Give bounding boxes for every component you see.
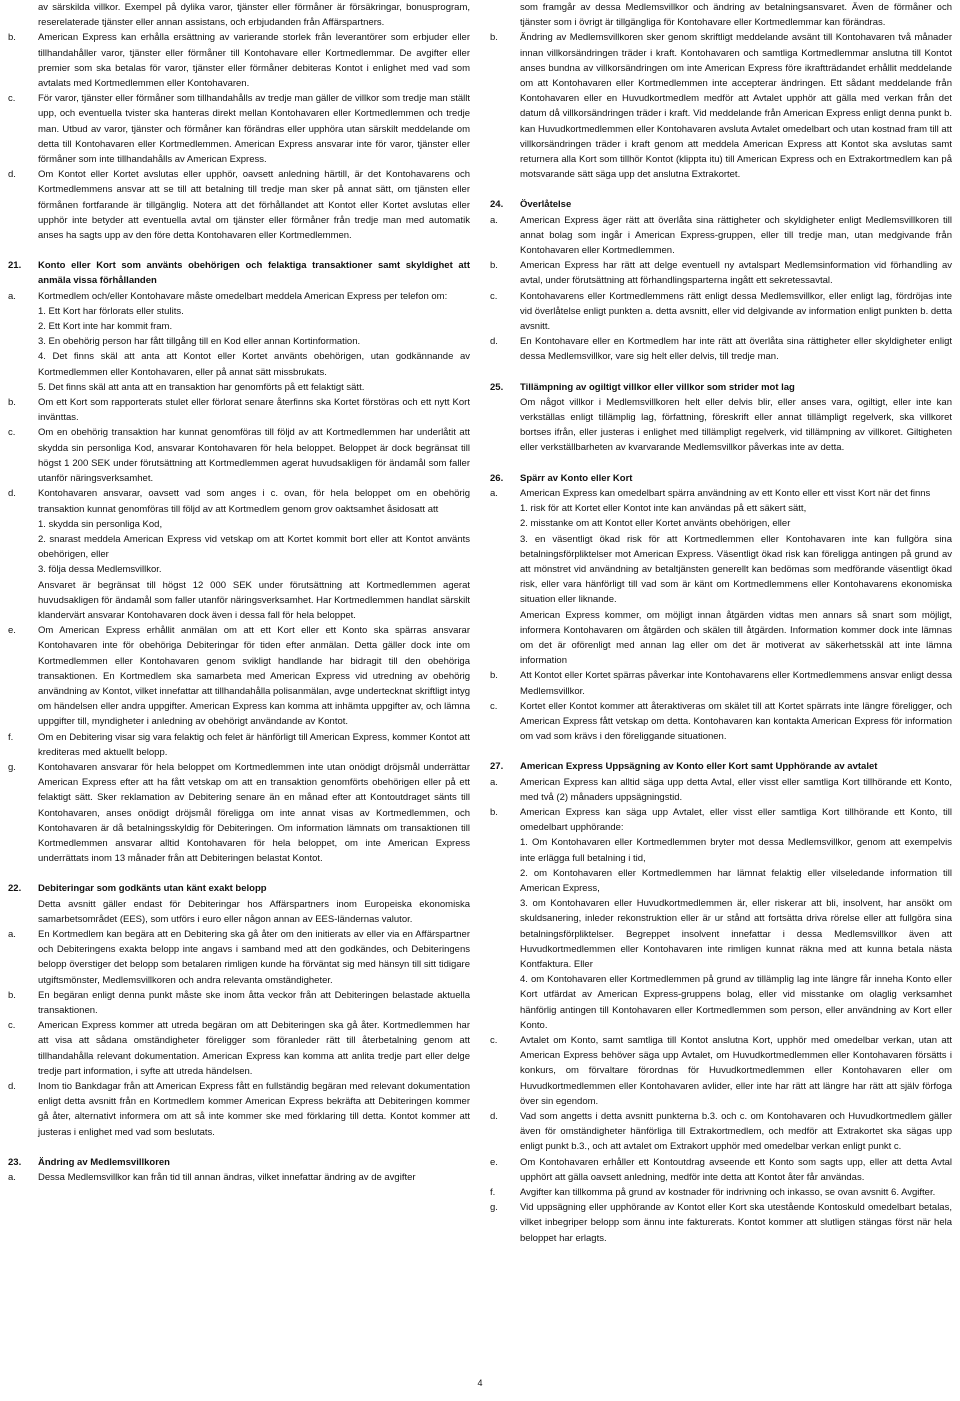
list-item: f. Avgifter kan tillkomma på grund av kostnader för indrivning och inkasso, se ovan avsnitt 6. Avgifter. xyxy=(490,1187,936,1199)
list-item: c. Om en obehörig transaktion har kunnat genomföras till följd av att Kortmedlemmen har underlåtit att skydda sin personliga Kod, ansvarar Kontohavaren för hela beloppet. Beloppet är dock begränsat till högst 1 200 SEK under förutsättning att Kortmedlemmen agerat huvudsakligen för ändamål som faller utanför näringsverksamhet. xyxy=(8,427,470,485)
list-subitem: 3. följa dessa Medlemsvillkor. xyxy=(38,564,162,576)
list-item: b. Om ett Kort som rapporterats stulet eller förlorat senare återfinns ska Kortet förstöras och ett nytt Kort invänttas. xyxy=(8,397,470,424)
list-item: f. Om en Debitering visar sig vara felaktig och felet är hänförligt till American Express, kommer Kontot att krediteras med aktuellt belopp. xyxy=(8,731,470,758)
right-column xyxy=(490,0,952,1246)
list-item: b. American Express har rätt att delge eventuell ny avtalspart Medlemsinformation vid förhandling av avtal, under förutsättning att förhandlingsparterna ingått ett sekretessavtal. xyxy=(490,260,952,287)
list-item: c. Avtalet om Konto, samt samtliga till Kontot anslutna Kort, upphör med omedelbar verkan, utan att American Express behöver säga upp Avtalet, om Huvudkortmedlemmen eller Kontohavaren försätts i konkurs, om förvaltare förordnas för Huvudkortmedlemmen eller Kontohavaren eller om Huvudkortmedlemmen eller Kontohavaren avlider, eller inte har rätt att längre har rätt att själv förfoga över sin egendom. xyxy=(490,1035,952,1107)
list-item: a. American Express kan alltid säga upp detta Avtal, eller visst eller samtliga Kort tillhörande ett Konto, med två (2) månaders uppsägningstid. xyxy=(490,776,952,803)
list-item: e. Om American Express erhållit anmälan om att ett Kort eller ett Konto ska spärras ansvarar Kontohavaren inte för obehöriga Debiteringar för tiden efter anmälan. Detta gäller dock inte om Kortmedlemmen eller Kontohavaren genom svikligt handlande har bidragit till den obehöriga transaktionen. En Kortmedlem ska samarbeta med American Express vid utredning av obehörig användning av Kontot, vilket innefattar att tillhandahålla polisanmälan, avge undertecknat skriftligt intyg om händelsen eller andra uppgifter. American Express kan komma att inhämta uppgifter av, och lämna uppgifter till, myndigheter i anledning av obehörigt användande av Kontot. xyxy=(8,625,470,728)
list-subitem: 5. Det finns skäl att anta att en transaktion har genomförts på ett felaktigt sätt. xyxy=(38,381,365,393)
list-subitem: 4. om Kontohavaren eller Kortmedlemmen på grund av tillämplig lag inte längre får inneha Konto eller Kort utfärdat av American Express-gruppens bolag, eller vid misstanke om olaglig verksamhet hänförlig antingen till Kontohavaren eller Kortmedlemmen som person, eller användning av Kort eller Konto. xyxy=(520,974,952,1031)
list-item: g. Vid uppsägning eller upphörande av Kontot eller Kort ska utestående Kontoskuld omedelbart betalas, vilket inbegriper belopp som ännu inte fakturerats. Kontot kommer att slutligen stängas först när hela beloppet har erlagts. xyxy=(490,1202,952,1244)
section-heading-23: 23. Ändring av Medlemsvillkoren xyxy=(8,1156,170,1168)
list-item: d. En Kontohavare eller en Kortmedlem har inte rätt att överlåta sina rättigheter eller skyldigheter enligt dessa Medlemsvillkor, vare sig helt eller delvis, till tredje man. xyxy=(490,336,952,363)
list-item: b. American Express kan säga upp Avtalet, eller visst eller samtliga Kort tillhörande ett Konto, till omedelbart upphörande: xyxy=(490,806,952,834)
list-subitem: 1. risk för att Kortet eller Kontot inte kan användas på ett säkert sätt, xyxy=(520,503,807,515)
section-heading-21: 21. Konto eller Kort som använts obehörigen och felaktiga transaktioner samt skyldighet att anmäla vissa förhållanden xyxy=(8,260,470,287)
list-subitem: 1. Om Kontohavaren eller Kortmedlemmen bryter mot dessa Medlemsvillkor, genom att exempelvis inte erlägga full betalning i tid, xyxy=(520,837,952,864)
list-subitem: 3. om Kontohavaren eller Huvudkortmedlemmen är, eller riskerar att bli, insolvent, har ansökt om skuldsanering, inleder rekonstruktion eller är ur stånd att fortsätta driva rörelse eller att fullgöra sina betalningsförpliktelser. Begreppet insolvent innefattar i dessa Medlemsvillkor även att Huvudkortmedlemmen eller Kontohavaren inte rimligen kunnat räkna med att kunna betala nästa Kontfaktura. Eller xyxy=(520,898,952,970)
list-subitem: 1. Ett Kort har förlorats eller stulits. xyxy=(38,305,184,317)
section-heading-24: 24. Överlåtelse xyxy=(490,199,572,211)
list-item: b. Ändring av Medlemsvillkoren sker genom skriftligt meddelande avsänt till Kontohavaren två månader innan villkorsändringen träder i kraft. Kontohavaren och samtliga Kortmedlemmar anslutna till Kontot anses bundna av villkorsändringen om inte American Express före ikraftträdandet erhållit meddelande om att Kontohavaren eller Kortmedlemmen inte accepterar ändringen. Ett sådant meddelande från Kontohavaren eller en Huvudkortmedlem medför att Avtalet upphör att gälla med verkan från det datum då villkorsändringen träder i kraft. Vid meddelande från American Express enligt denna punkt b. kan Huvudkortmedlemmen eller Kontohavaren avsluta Avtalet omedelbart och utan kostnad fram till att villkorsändringen träder i kraft genom att meddela American Express att Kontot ska avslutas samt returnera alla Kort som tillhör Kontot (klippta itu) till American Express och en Extrakortmedlem kan på motsvarande sätt säga upp det anslutna Extrakortet. xyxy=(490,32,952,181)
list-item: g. Kontohavaren ansvarar för hela beloppet om Kortmedlemmen inte utan onödigt dröjsmål underrättar American Express efter att ha fått vetskap om att en transaktion genomförts obehörigen eller på ett felaktigt sätt. Sker reklamation av Debitering senare än en månad efter att Kontoutdraget sänts till Kontohavaren, anses onödigt dröjsmål föreligga om inte annat visas av Kortmedlemmen, och Kontohavaren är då betalningsskyldig för Debiteringen. Om information lämnats om transaktionen till Kortmedlemmen ansvarar alltid Kontohavaren för hela beloppet, om inte American Express underrättats inom 13 månader från att Debiteringen belastat Kontot. xyxy=(8,761,470,865)
list-item: d. Vad som angetts i detta avsnitt punkterna b.3. och c. om Kontohavaren och Huvudkortmedlem gäller även för omständigheter hänförliga till Extrakortmedlem, och medför att Extrakortet ska sägas upp enligt punkt b.3., och att avtalet om Extrakort upphör med omedelbar verkan enligt punkt c. xyxy=(490,1111,952,1153)
list-item: c. Kontohavarens eller Kortmedlemmens rätt enligt dessa Medlemsvillkor, eller enligt lag, fördröjas inte vid överlåtelse enligt punkten a. detta avsnitt, eller vid delgivande av information enligt punkten b. detta avsnitt. xyxy=(490,290,952,333)
section-heading-22: 22. Debiteringar som godkänts utan känt exakt belopp xyxy=(8,883,267,895)
list-item: d. Om Kontot eller Kortet avslutas eller upphör, oavsett anledning härtill, är det Kontohavarens och Kortmedlemmens ansvar att se till att betalning till tredje man sker på annat sätt, om tjänsten eller förmånen fortfarande är tillgänglig. Notera att det förhållandet att Kontot eller Kortet avslutas eller upphör inte betyder att eventuella avtal om tjänster eller förmåner från tredje man med automatik anses ha sagts upp av den före detta Kontohavaren eller Kortmedlemmen. xyxy=(8,169,470,242)
page-number: 4 xyxy=(477,1378,483,1388)
list-subitem: 2. misstanke om att Kontot eller Kortet använts obehörigen, eller xyxy=(520,518,791,530)
list-item: a. American Express kan omedelbart spärra användning av ett Konto eller ett visst Kort när det finns xyxy=(490,487,931,499)
list-item: c. Kortet eller Kontot kommer att återaktiveras om skälet till att Kortet spärrats inte längre föreligger, och American Express fått vetskap om detta. Kontohavaren kan kontakta American Express för information om vad som krävs i den föreliggande situationen. xyxy=(490,700,952,743)
list-item: a. En Kortmedlem kan begära att en Debitering ska gå åter om den initierats av eller via en Affärspartner och Debiteringens exakta belopp inte angavs i samband med att den godkändes, och Debiteringens belopp överstiger det belopp som betalaren rimligen kunde ha förväntat sig med hänsyn till sitt tidigare utgiftsmönster, Medlemsvillkoren och andra relevanta omständigheter. xyxy=(8,928,470,986)
list-item: a. Kortmedlem och/eller Kontohavare måste omedelbart meddela American Express per telefon om: xyxy=(8,290,448,302)
paragraph: av särskilda villkor. Exempel på dylika varor, tjänster eller förmåner är försäkringar, bonusprogram, reserelaterade tjänster eller annan assistans, och erbjudanden från Affärspartners. xyxy=(38,2,470,29)
list-item: a. Dessa Medlemsvillkor kan från tid till annan ändras, vilket innefattar ändring av de avgifter xyxy=(8,1172,416,1184)
list-item: a. American Express äger rätt att överlåta sina rättigheter och skyldigheter enligt Medlemsvillkoren till annat bolag som ingår i American Express-gruppen, eller till tredje man, utan medgivande från Kontohavaren eller Kortmedlemmen. xyxy=(490,214,952,257)
list-subitem: 3. en väsentligt ökad risk för att Kortmedlemmen eller Kontohavaren inte kan fullgöra sina betalningsförpliktelser mot American Express. Väsentligt ökad risk kan föreligga antingen på grund av att mönstret vid användning av betaltjänsten generellt kan bedömas som medförande väsentligt ökad risk, eller vara hänförligt till vad som är känt om Kortmedlemmens eller Kontohavarens ekonomiska situation eller liknande. xyxy=(520,533,952,606)
list-item: b. American Express kan erhålla ersättning av varierande storlek från leverantörer som erbjuder eller tillhandahåller varor, tjänster eller förmåner till Kontohavare eller Kortmedlemmar. De avgifter eller premier som ska betalas för varor, tjänster eller förmåner debiteras Kontot i enlighet med vad som avtalats med Kortmedlemmen eller Kontohavaren. xyxy=(8,32,470,90)
list-item: c. För varor, tjänster eller förmåner som tillhandahålls av tredje man gäller de villkor som tredje man ställt upp, och eventuella tvister ska hanteras direkt mellan Kontohavaren eller Kortmedlemmen och tredje man. Utbud av varor, tjänster och förmåner kan förändras eller upphöra utan särskilt meddelande om detta till Kontohavaren eller Kortmedlemmen. American Express ansvarar inte för varor, tjänster eller förmåner som inte tillhandahålls av American Express. xyxy=(8,93,470,166)
section-heading-27: 27. American Express Uppsägning av Konto eller Kort samt Upphörande av avtalet xyxy=(490,761,878,773)
list-item: e. Om Kontohavaren erhåller ett Kontoutdrag avseende ett Konto som sagts upp, eller att detta Avtal upphört att gälla oavsett anledning, medför inte detta att Kontot åter får användas. xyxy=(490,1156,952,1183)
list-subitem: 2. Ett Kort inte har kommit fram. xyxy=(38,321,173,333)
list-item: b. Att Kontot eller Kortet spärras påverkar inte Kontohavarens eller Kortmedlemmens ansvar enligt dessa Medlemsvillkor. xyxy=(490,670,952,697)
paragraph: Ansvaret är begränsat till högst 12 000 SEK under förutsättning att Kortmedlemmen agerat huvudsakligen för ändamål som faller utanför näringsverksamhet. Har Kortmedlemmen handlat särskilt klandervärt ansvarar Kontohavaren dock även i dessa fall för hela beloppet. xyxy=(38,579,470,621)
paragraph: Om något villkor i Medlemsvillkoren helt eller delvis blir, eller anses vara, ogiltigt, eller inte kan verkställas enligt tillämplig lag, författning, föreskrift eller annat tillämpligt regelverk, ska villkoret bortses ifrån, eller justeras i enlighet med tillämpligt regelverk, vid tillämpning av villkoret. Giltigheten eller verkställbarheten av kvarvarande Medlemsvillkor påverkas inte av detta. xyxy=(520,396,952,454)
list-item: b. En begäran enligt denna punkt måste ske inom åtta veckor från att Debiteringen belastade aktuella transaktionen. xyxy=(8,989,470,1016)
section-heading-26: 26. Spärr av Konto eller Kort xyxy=(490,472,633,484)
paragraph: som framgår av dessa Medlemsvillkor och ändring av betalningsansvaret. Även de förmåner och tjänster som i övrigt är tillgängliga för Kontohavare eller Kortmedlemmar kan förändras. xyxy=(520,2,952,29)
list-subitem: 2. om Kontohavaren eller Kortmedlemmen har lämnat felaktig eller vilseledande information till American Express, xyxy=(520,867,952,894)
list-item: d. Inom tio Bankdagar från att American Express fått en fullständig begäran med relevant dokumentation enligt detta avsnitt från en Kortmedlem kommer American Express bekräfta att Debiteringen kommer gå åter, alternativt informera om att så inte kommer ske med förklaring till detta. Kontot kommer att justeras i enlighet med vad som beslutats. xyxy=(8,1081,470,1138)
list-subitem: 1. skydda sin personliga Kod, xyxy=(38,518,163,530)
list-subitem: 3. En obehörig person har fått tillgång till en Kod eller annan Kortinformation. xyxy=(38,336,361,348)
paragraph: Detta avsnitt gäller endast för Debiteringar hos Affärspartners inom Europeiska ekonomiska samarbetsområdet (EES), som utförs i euro eller någon annan av EES-ländernas valutor. xyxy=(38,898,470,925)
list-subitem: 2. snarast meddela American Express vid vetskap om att Kortet kommit bort eller att Kontot använts obehörigen, eller xyxy=(38,533,470,561)
paragraph: American Express kommer, om möjligt innan åtgärden vidtas men annars så snart som möjligt, informera Kontohavaren om åtgärden och skälen till åtgärden. Information kommer dock inte lämnas om det är oförenligt med annan lag eller om det är motiverat av säkerhetsskäl att inte lämna information xyxy=(520,609,952,667)
list-item: d. Kontohavaren ansvarar, oavsett vad som anges i c. ovan, för hela beloppet om en obehörig transaktion kunnat genomföras till följd av att Kortmedlem genom grov oaktsamhet åsidosatt att xyxy=(8,488,470,515)
list-subitem: 4. Det finns skäl att anta att Kontot eller Kortet använts obehörigen, utan godkännande av Kortmedlemmen eller Kontohavaren, eller på annat sätt missbrukats. xyxy=(38,351,470,378)
section-heading-25: 25. Tillämpning av ogiltigt villkor eller villkor som strider mot lag xyxy=(490,381,795,393)
left-column xyxy=(8,0,470,1185)
list-item: c. American Express kommer att utreda begäran om att Debiteringen ska gå åter. Kortmedlemmen har att visa att sådana omständigheter föreligger som föranleder rätt till återbetalning genom att tillhandahålla relevant dokumentation. American Express kan komma att anlita tredje part eller delge tredje part information, i syfte att utreda händelsen. xyxy=(8,1020,470,1077)
